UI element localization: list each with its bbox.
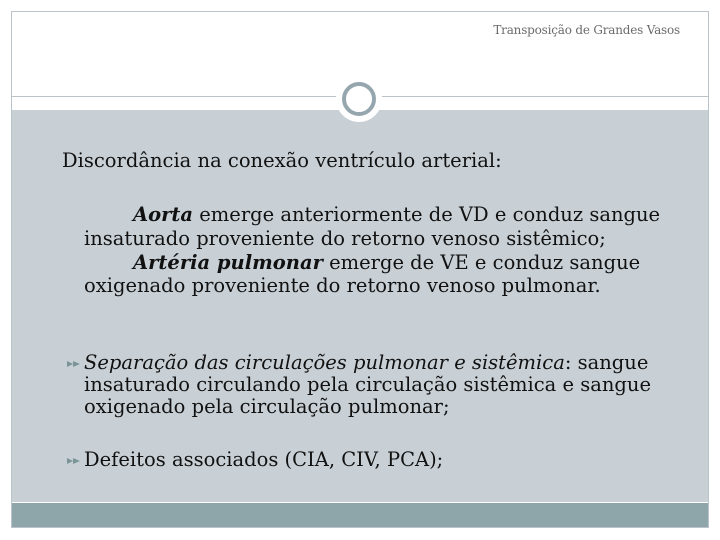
bullet-arrow-icon (66, 455, 82, 467)
bullet-arrow-icon (66, 358, 82, 370)
pulmonar-line-2: oxigenado proveniente do retorno venoso pulmonar. (84, 274, 601, 297)
aorta-line-2: insaturado proveniente do retorno venoso sistêmico; (84, 227, 606, 250)
intro-text: Discordância na conexão ventrículo arterial: (62, 149, 502, 172)
aorta-line-1-rest: emerge anteriormente de VD e conduz sangue (193, 203, 661, 226)
bullet-1-line-3: oxigenado pela circulação pulmonar; (84, 395, 450, 418)
bullet-1-line-1 (84, 352, 648, 374)
circle-ornament-icon (336, 76, 382, 122)
bullet-1-italic: Separação das circulações pulmonar e sistêmica (84, 351, 565, 374)
pulmonar-line-1-rest: emerge de VE e conduz sangue (322, 251, 641, 274)
footer-bar (12, 503, 708, 527)
aorta-term: Aorta (133, 203, 194, 226)
bullet-2-text: Defeitos associados (CIA, CIV, PCA); (84, 448, 444, 471)
pulmonar-line-1 (133, 252, 640, 274)
bullet-1-line-2: insaturado circulando pela circulação sistêmica e sangue (84, 373, 651, 396)
bullet-1-rest: : sangue (564, 351, 649, 374)
aorta-line-1 (133, 204, 660, 226)
pulmonar-term: Artéria pulmonar (133, 251, 323, 274)
circle-ring (342, 82, 376, 116)
slide-header-title: Transposição de Grandes Vasos (493, 23, 680, 37)
